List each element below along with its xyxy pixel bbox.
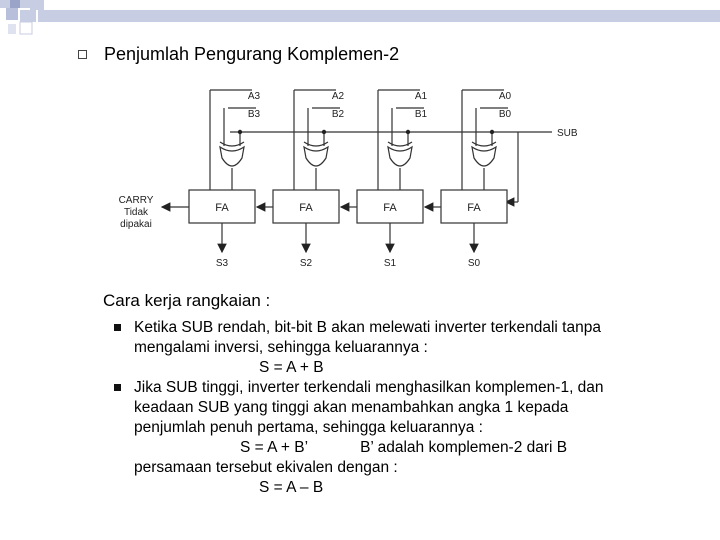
square-bullet-icon — [114, 384, 121, 391]
sum-output-label: S2 — [299, 258, 313, 269]
b-input-label: B2 — [331, 109, 345, 120]
fa-label: FA — [299, 202, 313, 214]
square-bullet-icon — [114, 324, 121, 331]
bullet-line: mengalami inversi, sehingga keluarannya : — [134, 339, 428, 356]
bullet-list — [114, 318, 694, 498]
bullet-line: Jika SUB tinggi, inverter terkendali menghasilkan komplemen-1, dan — [134, 379, 604, 396]
a-input-label: A3 — [247, 91, 261, 102]
a-input-label: A0 — [498, 91, 512, 102]
equation: S = A + B — [259, 359, 324, 376]
sum-output-label: S1 — [383, 258, 397, 269]
xor-gate-icon — [388, 147, 412, 166]
junction-dot — [238, 130, 242, 134]
sub-label: SUB — [557, 128, 578, 139]
equation-row — [134, 438, 694, 458]
xor-gate-icon — [304, 147, 328, 166]
xor-gate-icon — [472, 147, 496, 166]
junction-dot — [406, 130, 410, 134]
fa-label: FA — [383, 202, 397, 214]
bullet-line: keadaan SUB yang tinggi akan menambahkan angka 1 kepada — [134, 399, 569, 416]
xor-gate-icon — [220, 147, 244, 166]
junction-dot — [322, 130, 326, 134]
bullet-line: Ketika SUB rendah, bit-bit B akan melewati inverter terkendali tanpa — [134, 319, 601, 336]
a-input-label: A1 — [414, 91, 428, 102]
junction-dot — [490, 130, 494, 134]
b-input-label: B3 — [247, 109, 261, 120]
carry-label: Tidak — [123, 207, 149, 218]
bullet-item — [114, 378, 694, 498]
a-input-label: A2 — [331, 91, 345, 102]
equation-note: B’ adalah komplemen-2 dari B — [360, 439, 568, 456]
carry-label: dipakai — [120, 219, 152, 230]
equation: S = A + B’ — [240, 439, 309, 456]
carry-label: CARRY — [118, 195, 154, 206]
bullet-line: penjumlah penuh pertama, sehingga keluarannya : — [134, 419, 483, 436]
bullet-line: persamaan tersebut ekivalen dengan : — [134, 459, 398, 476]
fa-label: FA — [215, 202, 229, 214]
b-input-label: B1 — [414, 109, 428, 120]
intro-text: Cara kerja rangkaian : — [103, 291, 271, 310]
final-equation: S = A – B — [259, 479, 324, 496]
fa-label: FA — [467, 202, 481, 214]
slide-title: Penjumlah Pengurang Komplemen-2 — [104, 44, 400, 64]
sum-output-label: S0 — [467, 258, 481, 269]
b-input-label: B0 — [498, 109, 512, 120]
bullet-item — [114, 318, 694, 378]
sum-output-label: S3 — [215, 258, 229, 269]
